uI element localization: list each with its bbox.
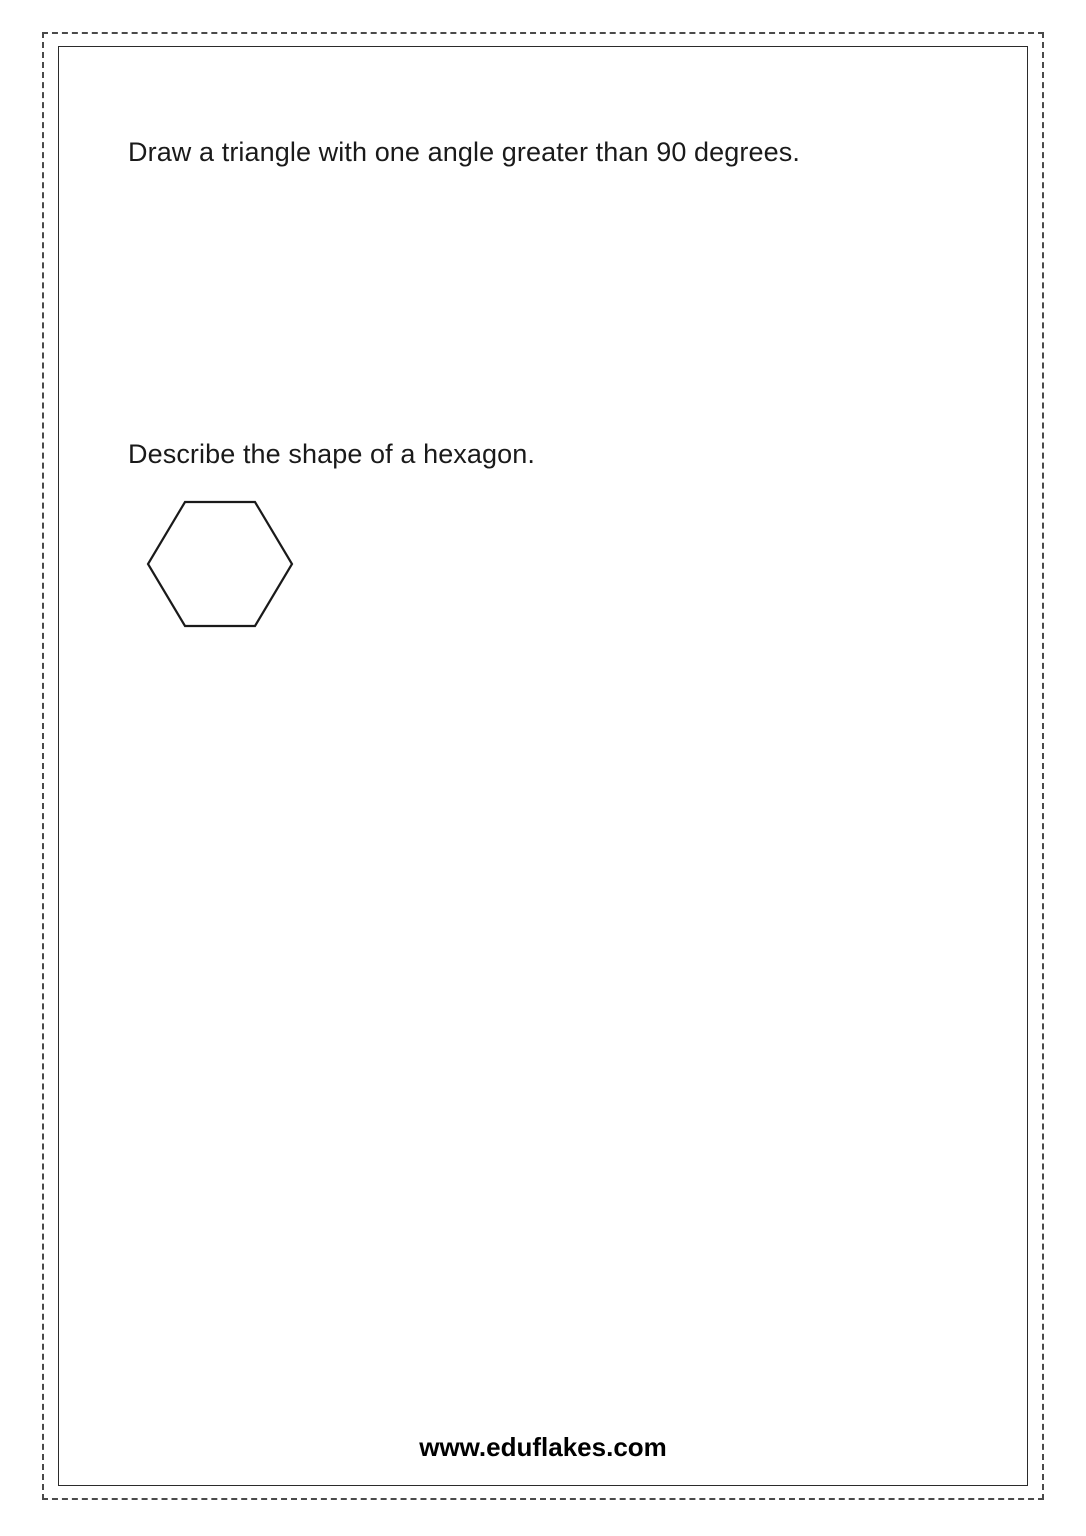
page-frame-border xyxy=(58,46,1028,1486)
question-2-text: Describe the shape of a hexagon. xyxy=(128,439,535,469)
hexagon-shape xyxy=(140,494,300,634)
footer-website: www.eduflakes.com xyxy=(419,1432,667,1462)
question-1-text: Draw a triangle with one angle greater than 90 degrees. xyxy=(128,137,800,167)
hexagon-icon xyxy=(140,494,300,634)
